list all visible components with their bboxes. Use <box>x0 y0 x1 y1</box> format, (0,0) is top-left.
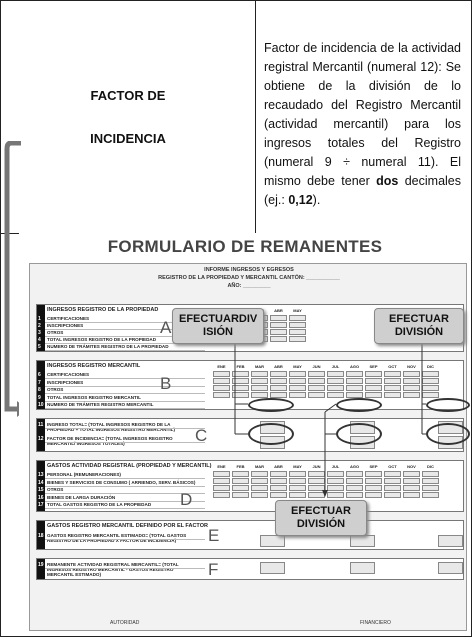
desc-bold-example: 0,12 <box>288 193 313 207</box>
row-number: 13 <box>38 472 44 478</box>
row-number: 19 <box>38 562 44 568</box>
section-title: INGRESOS REGISTRO MERCANTIL <box>47 363 141 369</box>
desc-bold-dos: dos <box>376 174 399 188</box>
remanentes-form-image <box>19 233 471 635</box>
row-label: GASTOS REGISTRO MERCANTIL ESTIMADO= (TOTAL GASTOS REGISTRO DE LA PROPIEDAD X FACTOR DE INCIDENCIA) <box>47 533 187 543</box>
form-sheet <box>29 263 467 631</box>
row-label: INGRESO TOTAL= (TOTAL INGRESOS REGISTRO DE LA PROPIEDAD + TOTAL INGRESOS REGISTRO MERCANTIL) <box>47 422 175 432</box>
row-number: 16 <box>38 494 44 501</box>
row-label: OTROS <box>47 487 64 492</box>
month-header: ENE <box>217 364 226 369</box>
row-number: 4 <box>38 337 41 343</box>
row-number: 1 <box>38 316 41 322</box>
month-header: FEB <box>236 464 245 469</box>
letter-b: B <box>160 374 172 393</box>
row-number: 9 <box>38 394 41 401</box>
row-number: 2 <box>38 323 41 329</box>
form-header-2: REGISTRO DE LA PROPIEDAD Y MERCANTIL CANTÓN: ___________ <box>158 275 340 281</box>
desc-text-end: ). <box>312 193 321 207</box>
row-number: 8 <box>38 387 41 393</box>
letter-a: A <box>160 318 172 337</box>
row-label: TOTAL INGRESOS REGISTRO DE LA PROPIEDAD <box>47 337 157 342</box>
letter-c: C <box>195 426 208 445</box>
month-header: JUL <box>331 464 340 469</box>
desc-text-mid: decimales (ej.: <box>264 174 461 207</box>
section-title: INGRESOS REGISTRO DE LA PROPIEDAD <box>47 307 159 313</box>
row-number: 6 <box>38 372 41 378</box>
row-number: 10 <box>38 402 44 408</box>
form-title: FORMULARIO DE REMANENTES <box>107 237 383 256</box>
month-header: NOV <box>407 464 416 469</box>
row-label: FACTOR DE INCIDENCIA= (TOTAL INGRESOS REGISTRO MERCANTIL/ INGRESOS TOTALES) <box>47 436 173 446</box>
row-number: 15 <box>38 487 44 493</box>
row-number: 5 <box>38 344 41 350</box>
month-header: MAY <box>293 308 302 313</box>
row-label: OTROS <box>47 330 64 335</box>
callout-efectuar-division-1: EFECTUARDIV ISIÓN <box>172 308 264 344</box>
month-header: FEB <box>236 364 245 369</box>
month-header: OCT <box>388 464 397 469</box>
letter-e: E <box>208 526 220 545</box>
signature-financiero: FINANCIERO <box>360 620 391 626</box>
row-number: 14 <box>38 479 44 486</box>
label-line2: INCIDENCIA <box>90 131 166 146</box>
row-number: 12 <box>38 436 44 442</box>
section-title: GASTOS REGISTRO MERCANTIL DEFINIDO POR EL FACTOR <box>47 523 208 529</box>
row-number: 17 <box>38 502 44 508</box>
letter-f: F <box>208 560 219 579</box>
row-label: INSCRIPCIONES <box>47 379 84 385</box>
row-label: REMANENTE ACTIVIDAD REGISTRAL MERCANTIL= (TOTAL INGRESOS REGISTRO MERCANTIL - GASTOS REGISTRO MERCANTIL ESTIMADO) <box>47 562 179 577</box>
row-label: CERTIFICACIONES <box>47 316 90 321</box>
month-header: MAR <box>254 364 265 369</box>
callout-efectuar-division-2: EFECTUAR DIVISIÓN <box>374 308 464 344</box>
month-header: ENE <box>217 464 226 469</box>
month-header: ABR <box>274 464 283 469</box>
row-label: NUMERO DE TRÁMITES REGISTRO DE LA PROPIEDAD <box>47 344 169 349</box>
callout-efectuar-division-3: EFECTUAR DIVISIÓN <box>275 500 367 536</box>
month-header: JUN <box>312 364 321 369</box>
row-label: BIENES DE LARGA DURACIÓN <box>47 494 116 500</box>
month-header: AGO <box>349 464 360 469</box>
section-title: GASTOS ACTIVIDAD REGISTRAL (PROPIEDAD Y MERCANTIL) <box>47 463 212 469</box>
row-number: 3 <box>38 330 41 336</box>
signature-autoridad: AUTORIDAD <box>110 620 140 626</box>
month-header: MAY <box>293 464 302 469</box>
month-header: ABR <box>274 364 283 369</box>
month-header: OCT <box>388 364 397 369</box>
form-header-1: INFORME INGRESOS Y EGRESOS <box>204 267 294 273</box>
row-number: 18 <box>38 533 44 539</box>
row-label: TOTAL GASTOS REGISTRO DE LA PROPIEDAD <box>47 502 152 507</box>
month-header: SEP <box>369 464 378 469</box>
row-label: PERSONAL (REMUNERACIONES) <box>47 472 121 477</box>
form-header-3: AÑO: _________ <box>227 283 271 289</box>
month-header: SEP <box>369 364 378 369</box>
month-header: DIC <box>427 464 434 469</box>
label-line1: FACTOR DE <box>90 88 166 103</box>
month-header: DIC <box>427 364 434 369</box>
row-number: 11 <box>38 422 44 428</box>
row-label: INSCRIPCIONES <box>47 323 84 328</box>
month-header: MAR <box>254 464 265 469</box>
month-header: MAY <box>293 364 302 369</box>
row-label: BIENES Y SERVICIOS DE CONSUMO ( ARRIENDO, SERV. BÁSICOS) <box>47 479 196 485</box>
month-header: JUL <box>331 364 340 369</box>
month-header: JUN <box>312 464 321 469</box>
month-header: NOV <box>407 364 416 369</box>
row-label: TOTAL INGRESOS REGISTRO MERCANTIL <box>47 394 141 400</box>
row-label: CERTIFICACIONES <box>47 372 90 377</box>
month-header: AGO <box>349 364 360 369</box>
description-cell <box>256 1 472 233</box>
month-header: ABR <box>274 308 283 313</box>
row-number: 7 <box>38 379 41 386</box>
letter-d: D <box>180 490 193 509</box>
label-cell <box>1 1 256 233</box>
desc-text: Factor de incidencia de la actividad registral Mercantil (numeral 12): Se obtiene de la división de lo recaudado del Registro Mercantil (actividad mercantil) para los ingresos totales del Registro (numeral 9 ÷ numeral 11). El mismo debe tener <box>264 41 461 188</box>
row-label: OTROS <box>47 387 64 392</box>
row-label: NUMERO DE TRÁMITES REGISTRO MERCANTIL <box>47 402 154 407</box>
